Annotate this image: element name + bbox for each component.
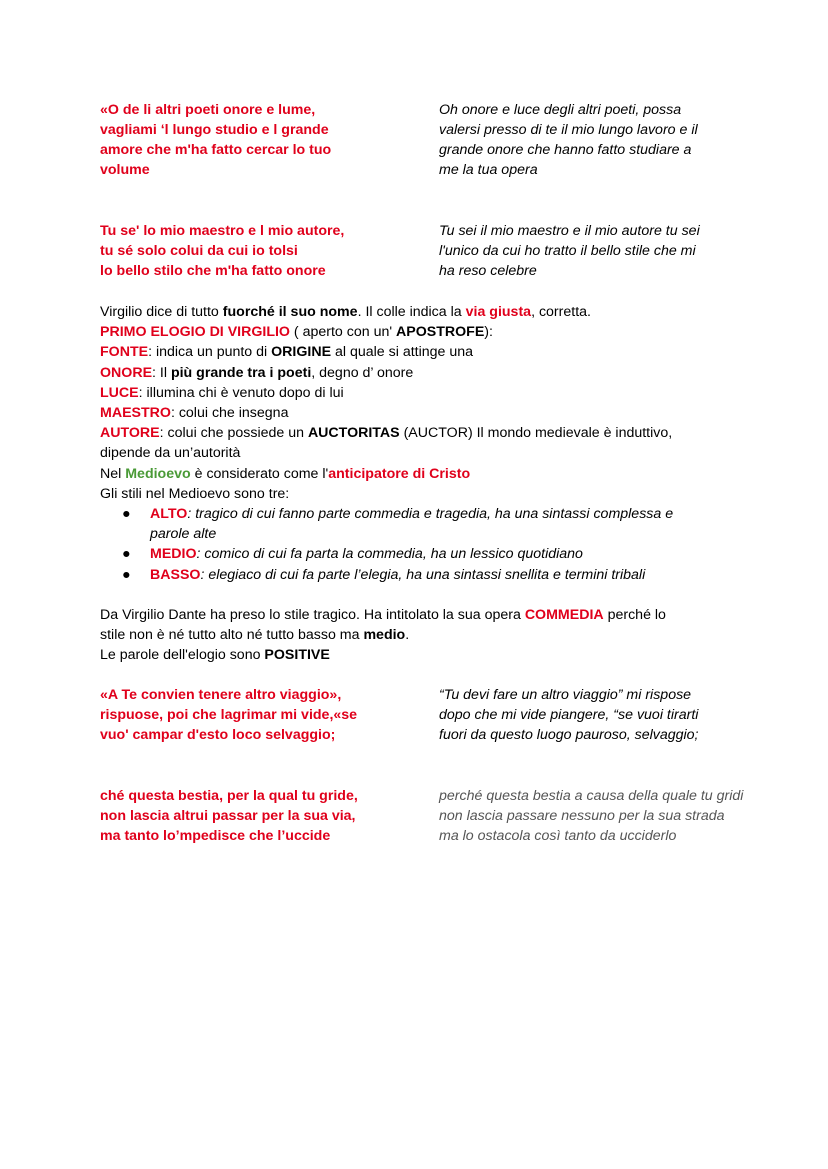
term-label: LUCE <box>100 384 139 401</box>
style-desc: parole alte <box>150 526 217 543</box>
list-item <box>100 544 740 564</box>
section-heading: PRIMO ELOGIO DI VIRGILIO <box>100 324 290 341</box>
term-label: MAESTRO <box>100 405 171 422</box>
note-paragraph <box>100 605 740 625</box>
translation-line: non lascia passare nessuno per la sua strada <box>439 808 725 824</box>
note-highlight: via giusta <box>465 304 532 320</box>
list-item <box>100 565 740 585</box>
stanza-1-original <box>100 100 430 180</box>
list-item <box>100 504 740 544</box>
note-green: Medioevo <box>125 465 191 482</box>
term-label: AUTORE <box>100 425 160 442</box>
note-paragraph <box>100 645 740 665</box>
note-term <box>100 342 740 362</box>
commentary-notes <box>100 302 740 665</box>
note-bold: più grande tra i poeti <box>170 364 312 381</box>
translation-line: l'unico da cui ho tratto il bello stile che mi <box>439 243 696 259</box>
verse-line: amore che m'ha fatto cercar lo tuo <box>100 142 332 158</box>
note-text: : illumina chi è venuto dopo di lui <box>138 384 344 401</box>
translation-line: ma lo ostacola così tanto da ucciderlo <box>439 828 677 844</box>
note-continuation: dipende da un’autorità <box>100 445 241 462</box>
bullet-icon: ● <box>122 506 131 523</box>
style-name: ALTO <box>150 506 188 523</box>
translation-line: Tu sei il mio maestro e il mio autore tu sei <box>439 223 700 239</box>
note-heading <box>100 322 740 342</box>
verse-line: rispuose, poi che lagrimar mi vide,«se <box>100 707 358 723</box>
verse-line: lo bello stilo che m'ha fatto onore <box>100 263 326 279</box>
note-text: , degno d’ onore <box>311 364 414 381</box>
stanza-3-translation <box>439 685 799 745</box>
note-text: . <box>405 627 410 644</box>
verse-line: Tu se' lo mio maestro e l mio autore, <box>100 223 345 239</box>
note-term <box>100 423 740 443</box>
translation-line: “Tu devi fare un altro viaggio” mi rispose <box>439 687 692 703</box>
note-text: , corretta. <box>531 304 591 320</box>
style-desc: : comico di cui fa parta la commedia, ha un lessico quotidiano <box>196 546 583 563</box>
note-text: Le parole dell'elogio sono <box>100 647 265 664</box>
stanza-4-translation <box>439 786 799 846</box>
note-text: perché lo <box>603 606 666 623</box>
note-bold: AUCTORITAS <box>307 425 400 442</box>
note-bold: POSITIVE <box>264 647 330 664</box>
term-label: ONORE <box>100 364 153 381</box>
verse-line: ma tanto lo’mpedisce che l’uccide <box>100 828 331 844</box>
note-text: (AUCTOR) Il mondo medievale è induttivo, <box>399 425 673 442</box>
bullet-icon: ● <box>122 566 131 583</box>
stanza-1-translation <box>439 100 799 180</box>
stanza-2-translation <box>439 221 799 281</box>
stanza-3-original <box>100 685 430 745</box>
verse-line: volume <box>100 162 150 178</box>
note-text: : colui che insegna <box>170 405 289 422</box>
note-term <box>100 383 740 403</box>
translation-line: perché questa bestia a causa della quale tu gridi <box>439 788 744 804</box>
note-text: Da Virgilio Dante ha preso lo stile tragico. Ha intitolato la sua opera <box>100 606 525 623</box>
stanza-4-original <box>100 786 430 846</box>
translation-line: fuori da questo luogo pauroso, selvaggio; <box>439 727 699 743</box>
translation-line: Oh onore e luce degli altri poeti, possa <box>439 102 682 118</box>
verse-line: ché questa bestia, per la qual tu gride, <box>100 788 358 804</box>
verse-line: non lascia altrui passar per la sua via, <box>100 808 356 824</box>
note-highlight: anticipatore di Cristo <box>328 465 471 482</box>
note-bold: APOSTROFE <box>396 324 485 341</box>
note-paragraph <box>100 464 740 484</box>
note-bold: ORIGINE <box>271 344 332 361</box>
style-desc: : tragico di cui fanno parte commedia e tragedia, ha una sintassi complessa e <box>187 506 674 523</box>
note-text: stile non è né tutto alto né tutto basso ma <box>100 627 364 644</box>
stanza-2-original <box>100 221 430 281</box>
note-text: : colui che possiede un <box>159 425 308 442</box>
verse-line: vagliami ‘l lungo studio e l grande <box>100 122 329 138</box>
note-paragraph: Gli stili nel Medioevo sono tre: <box>100 485 290 502</box>
note-text: ): <box>484 324 493 341</box>
note-term <box>100 363 740 383</box>
style-name: BASSO <box>150 566 201 583</box>
translation-line: ha reso celebre <box>439 263 537 279</box>
note-paragraph <box>100 625 740 645</box>
note-text: : indica un punto di <box>148 344 272 361</box>
note-text: è considerato come l' <box>190 465 329 482</box>
translation-line: valersi presso di te il mio lungo lavoro e il <box>439 122 698 138</box>
note-bold: medio <box>363 627 406 644</box>
note-text: al quale si attinge una <box>331 344 474 361</box>
style-desc: : elegiaco di cui fa parte l’elegia, ha una sintassi snellita e termini tribali <box>200 566 646 583</box>
note-bold: fuorché il suo nome <box>222 304 358 320</box>
verse-line: «O de li altri poeti onore e lume, <box>100 102 316 118</box>
verse-line: vuo' campar d'esto loco selvaggio; <box>100 727 336 743</box>
note-text: : Il <box>152 364 171 381</box>
note-text: Nel <box>100 465 126 482</box>
note-term <box>100 403 740 423</box>
note-text: . Il colle indica la <box>357 304 466 320</box>
translation-line: dopo che mi vide piangere, “se vuoi tirarti <box>439 707 699 723</box>
term-label: FONTE <box>100 344 149 361</box>
note-paragraph <box>100 302 740 322</box>
style-name: MEDIO <box>150 546 197 563</box>
translation-line: grande onore che hanno fatto studiare a <box>439 142 692 158</box>
note-text: ( aperto con un' <box>289 324 396 341</box>
verse-line: tu sé solo colui da cui io tolsi <box>100 243 298 259</box>
note-highlight: COMMEDIA <box>524 606 604 623</box>
bullet-icon: ● <box>122 546 131 563</box>
verse-line: «A Te convien tenere altro viaggio», <box>100 687 342 703</box>
styles-list <box>100 504 740 585</box>
translation-line: me la tua opera <box>439 162 538 178</box>
note-text: Virgilio dice di tutto <box>100 304 223 320</box>
